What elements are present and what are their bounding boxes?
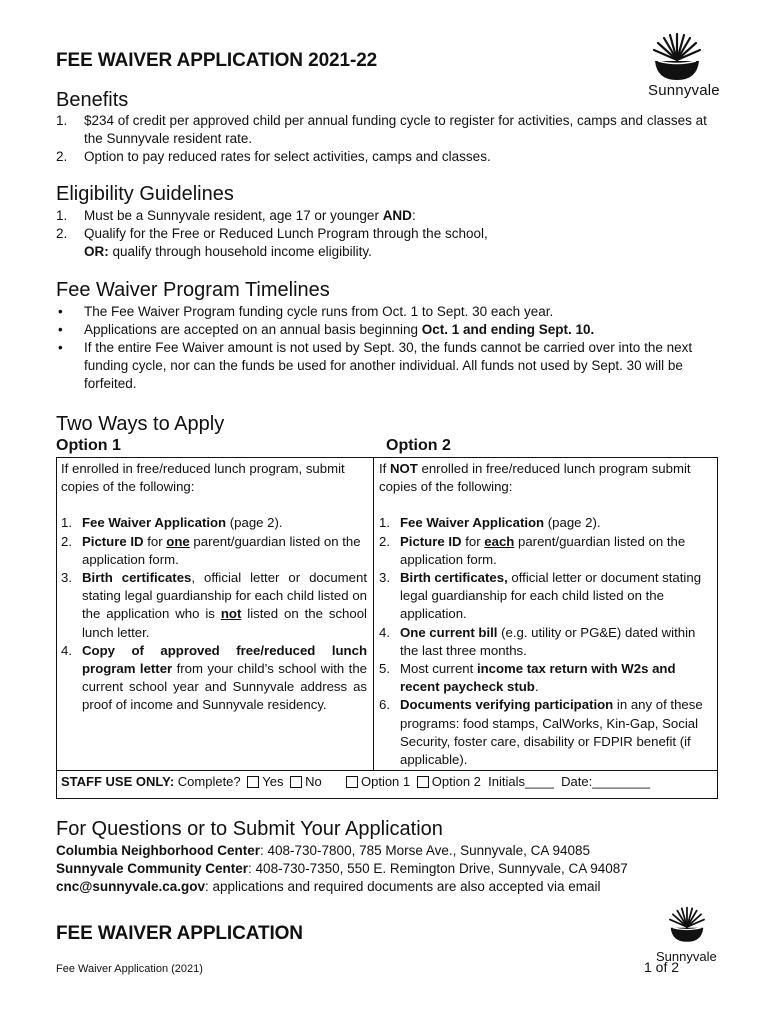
email-link[interactable]: cnc@sunnyvale.ca.gov xyxy=(56,879,205,894)
eligibility-heading: Eligibility Guidelines xyxy=(56,183,234,205)
option2-label: Option 2 xyxy=(386,437,451,454)
contact-block xyxy=(56,842,726,896)
benefits-heading: Benefits xyxy=(56,89,129,111)
sun-logo-icon xyxy=(664,904,710,944)
eligibility-list xyxy=(56,207,720,261)
column-divider xyxy=(373,458,374,771)
contact-heading: For Questions or to Submit Your Application xyxy=(56,818,443,840)
list-item: 1. Must be a Sunnyvale resident, age 17 or younger AND: xyxy=(56,208,416,223)
list-item: 1. $234 of credit per approved child per annual funding cycle to register for activities, camps and classes at the Sunnyvale resident rate. xyxy=(56,113,707,146)
timelines-list xyxy=(56,303,720,393)
option2-column xyxy=(379,460,713,769)
footer-left: Fee Waiver Application (2021) xyxy=(56,963,203,975)
list-item: 2. Picture ID for one parent/guardian listed on the application form. xyxy=(61,533,361,567)
list-item: 1. Fee Waiver Application (page 2). xyxy=(61,515,283,531)
list-item: 4. One current bill (e.g. utility or PG&E) dated within the last three months. xyxy=(379,624,696,658)
list-item: 2. Option to pay reduced rates for select activities, camps and classes. xyxy=(56,149,491,164)
page-title: FEE WAIVER APPLICATION 2021-22 xyxy=(56,50,378,71)
contact-line-email: cnc@sunnyvale.ca.gov: applications and required documents are also accepted via email xyxy=(56,879,601,894)
yes-checkbox[interactable] xyxy=(247,776,259,788)
option1-label: Option 1 xyxy=(56,437,121,454)
sunnyvale-logo xyxy=(646,30,708,82)
logo-text: Sunnyvale xyxy=(648,82,720,99)
list-item: 5. Most current income tax return with W2s and recent paycheck stub. xyxy=(379,661,676,695)
footer-title: FEE WAIVER APPLICATION xyxy=(56,923,303,944)
list-item: 1. Fee Waiver Application (page 2). xyxy=(379,515,601,531)
list-item: • If the entire Fee Waiver amount is not used by Sept. 30, the funds cannot be carried over into the next funding cycle, nor can the funds be used for another individual. All funds not used by Sept. 30 will be forfeited. xyxy=(58,340,693,391)
option2-list xyxy=(379,514,713,769)
timelines-heading: Fee Waiver Program Timelines xyxy=(56,279,330,301)
list-item: 3. Birth certificates, official letter or document stating legal guardianship for each child listed on the application. xyxy=(379,570,702,622)
list-item: 2. Picture ID for each parent/guardian listed on the application form. xyxy=(379,533,686,567)
list-item: 4. Copy of approved free/reduced lunch program letter from your child’s school with the current school year and Sunnyvale address as proof of income and Sunnyvale residency. xyxy=(61,642,367,713)
option1-check-label: Option 1 xyxy=(360,774,411,789)
page-number: 1 of 2 xyxy=(644,959,680,975)
no-checkbox[interactable] xyxy=(290,776,302,788)
no-label: No xyxy=(305,774,322,789)
list-item: • Applications are accepted on an annual basis beginning Oct. 1 and ending Sept. 10. xyxy=(58,322,595,337)
option2-checkbox[interactable] xyxy=(417,776,429,788)
option1-list xyxy=(61,514,367,714)
staff-label: STAFF USE ONLY: xyxy=(61,774,175,789)
option2-check-label: Option 2 xyxy=(431,774,481,789)
list-item: 2. Qualify for the Free or Reduced Lunch Program through the school, OR: qualify through household income eligibility. xyxy=(56,226,488,259)
footer-logo-text: Sunnyvale xyxy=(656,949,717,964)
contact-line-scc: Sunnyvale Community Center: 408-730-7350, 550 E. Remington Drive, Sunnyvale, CA 94087 xyxy=(56,861,628,876)
staff-divider xyxy=(57,770,717,771)
staff-use-row: STAFF USE ONLY: Complete? Yes No Option 1 Option 2 Initials____ Date:________ xyxy=(61,774,651,789)
option1-intro: If enrolled in free/reduced lunch program, submit copies of the following: xyxy=(61,461,345,495)
sun-logo-icon xyxy=(646,30,708,82)
option2-intro: If NOT enrolled in free/reduced lunch program submit copies of the following: xyxy=(379,461,691,495)
apply-heading: Two Ways to Apply xyxy=(56,413,225,435)
option1-checkbox[interactable] xyxy=(346,776,358,788)
list-item: 6. Documents verifying participation in any of these programs: food stamps, CalWorks, Kin-Gap, Social Security, foster care, disability or FDPIR benefit (if applicable). xyxy=(379,697,703,768)
benefits-list xyxy=(56,112,720,166)
initials-field[interactable]: Initials____ xyxy=(488,774,554,789)
yes-label: Yes xyxy=(262,774,284,789)
options-table xyxy=(56,457,718,799)
option1-column xyxy=(61,460,367,715)
list-item: • The Fee Waiver Program funding cycle runs from Oct. 1 to Sept. 30 each year. xyxy=(58,304,554,319)
contact-line-cnc: Columbia Neighborhood Center: 408-730-7800, 785 Morse Ave., Sunnyvale, CA 94085 xyxy=(56,843,590,858)
date-field[interactable]: Date:________ xyxy=(561,774,651,789)
list-item: 3. Birth certificates, official letter or document stating legal guardianship for each child listed on the application who is not listed on the school lunch letter. xyxy=(61,570,367,640)
footer-logo xyxy=(664,904,710,944)
